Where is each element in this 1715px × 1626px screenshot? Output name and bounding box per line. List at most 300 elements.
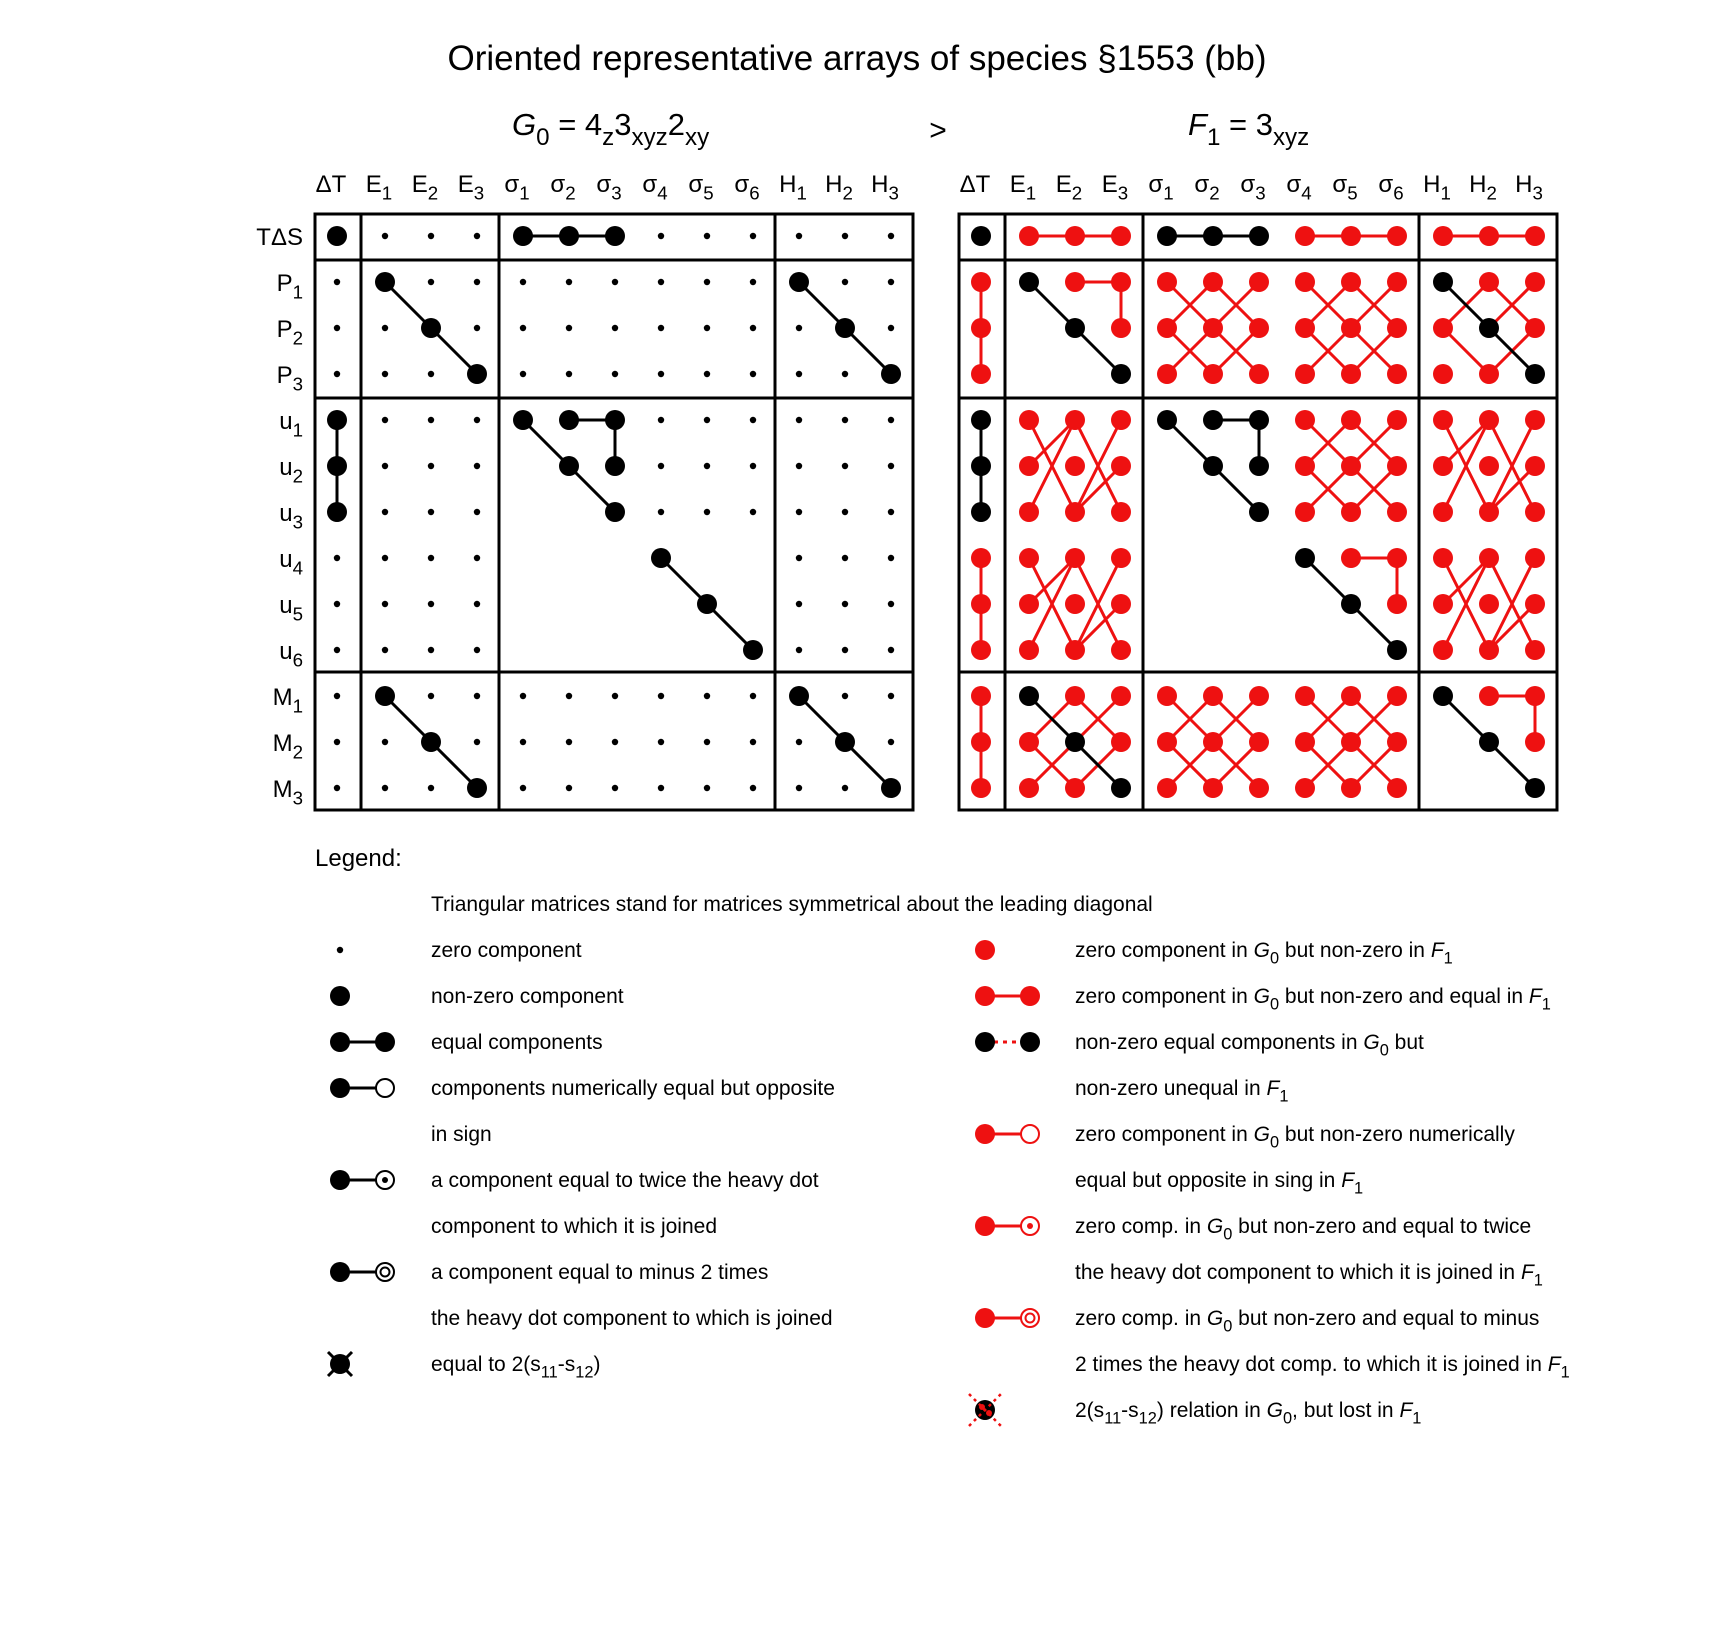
array-g0-col-label: $H_1$ [779, 171, 807, 204]
component-dot [605, 502, 625, 522]
title-text: Oriented representative arrays of species §1553 (bb) [447, 39, 1267, 78]
zero-dot [704, 371, 710, 377]
zero-dot [612, 279, 618, 285]
zero-dot [750, 371, 756, 377]
component-dot [1249, 364, 1269, 384]
array-g0-col-label: ΔT [315, 171, 347, 198]
zero-dot [842, 463, 848, 469]
component-dot [1479, 548, 1499, 568]
component-dot [1341, 548, 1361, 568]
component-dot [835, 732, 855, 752]
component-dot [1203, 732, 1223, 752]
component-dot [971, 686, 991, 706]
zero-dot [658, 417, 664, 423]
component-dot [1157, 686, 1177, 706]
zero-dot [842, 647, 848, 653]
zero-dot [474, 279, 480, 285]
legend-right-label: zero component in $G_0$ but non-zero and equal in $F_1$ [1075, 985, 1551, 1014]
row-label: $M_1$ [272, 684, 303, 717]
zero-dot [566, 693, 572, 699]
red-opposite-link-icon [975, 1124, 1039, 1144]
zero-dot [888, 693, 894, 699]
component-dot [1525, 502, 1545, 522]
zero-dot [428, 647, 434, 653]
zero-dot [796, 785, 802, 791]
component-dot [1157, 226, 1177, 246]
zero-dot [796, 233, 802, 239]
zero-dot [428, 601, 434, 607]
zero-dot [382, 785, 388, 791]
component-dot [1433, 686, 1453, 706]
array-g0-col-label: $\sigma_6$ [734, 171, 760, 204]
component-dot [375, 272, 395, 292]
component-dot [1157, 732, 1177, 752]
component-dot [1019, 686, 1039, 706]
component-dot [971, 364, 991, 384]
component-dot [327, 226, 347, 246]
component-dot [1203, 318, 1223, 338]
component-dot [971, 226, 991, 246]
zero-dot [382, 371, 388, 377]
component-dot [1065, 732, 1085, 752]
component-dot [1203, 272, 1223, 292]
zero-dot [750, 417, 756, 423]
component-dot [1111, 594, 1131, 614]
zero-dot [704, 785, 710, 791]
row-label: $u_5$ [279, 592, 303, 625]
zero-dot [658, 371, 664, 377]
component-dot [971, 732, 991, 752]
zero-dot [566, 785, 572, 791]
component-dot [1203, 778, 1223, 798]
component-dot [1111, 778, 1131, 798]
zero-dot [428, 417, 434, 423]
zero-dot [612, 371, 618, 377]
component-dot [1065, 272, 1085, 292]
component-dot [1295, 778, 1315, 798]
component-dot [1019, 272, 1039, 292]
component-dot [1479, 502, 1499, 522]
legend-right-label: non-zero equal components in $G_0$ but [1075, 1031, 1424, 1060]
component-dot [467, 778, 487, 798]
component-dot [559, 410, 579, 430]
relation-symbol: > [929, 114, 947, 147]
opposite-link-icon [330, 1078, 394, 1098]
component-dot [421, 318, 441, 338]
row-label: $u_3$ [279, 500, 303, 533]
zero-dot [888, 555, 894, 561]
array-g0-col-label: $E_3$ [457, 171, 485, 204]
component-dot [1341, 594, 1361, 614]
component-dot [1387, 686, 1407, 706]
zero-dot [658, 739, 664, 745]
zero-dot [704, 279, 710, 285]
component-dot [1065, 686, 1085, 706]
zero-dot [520, 371, 526, 377]
array-f1-col-label: $H_2$ [1469, 171, 1497, 204]
zero-dot [382, 555, 388, 561]
component-dot [1019, 548, 1039, 568]
legend-left-label: non-zero component [431, 985, 624, 1008]
legend-right-label: zero comp. in $G_0$ but non-zero and equal to minus [1075, 1307, 1540, 1336]
component-dot [1525, 318, 1545, 338]
zero-dot [382, 325, 388, 331]
component-dot [327, 410, 347, 430]
zero-dot [658, 463, 664, 469]
legend-left-label: components numerically equal but opposite [431, 1077, 835, 1100]
component-dot [1341, 272, 1361, 292]
row-label: $P_2$ [276, 316, 303, 349]
array-f1-col-label: $H_3$ [1515, 171, 1543, 204]
component-dot [1249, 732, 1269, 752]
component-dot [1387, 594, 1407, 614]
twice-link-icon [330, 1170, 394, 1190]
legend-right-label: 2 times the heavy dot comp. to which it is joined in $F_1$ [1075, 1353, 1570, 1382]
zero-dot [888, 647, 894, 653]
array-f1-col-label: $\sigma_3$ [1240, 171, 1266, 204]
component-dot [1111, 640, 1131, 660]
component-dot [1295, 732, 1315, 752]
zero-dot [750, 693, 756, 699]
component-dot [1479, 364, 1499, 384]
zero-dot [842, 509, 848, 515]
zero-dot [428, 693, 434, 699]
zero-dot [842, 555, 848, 561]
zero-dot [612, 739, 618, 745]
zero-dot [520, 785, 526, 791]
zero-dot [382, 417, 388, 423]
zero-dot [474, 739, 480, 745]
component-dot [1341, 686, 1361, 706]
component-dot [971, 456, 991, 476]
zero-dot [520, 693, 526, 699]
legend-left-label: the heavy dot component to which is joined [431, 1307, 833, 1330]
legend-right-label: the heavy dot component to which it is joined in $F_1$ [1075, 1261, 1543, 1290]
component-dot [1019, 456, 1039, 476]
zero-dot [750, 739, 756, 745]
component-dot [1203, 410, 1223, 430]
array-g0-col-label: $E_2$ [411, 171, 439, 204]
component-dot [1203, 456, 1223, 476]
row-label: $M_2$ [272, 730, 303, 763]
component-dot [1111, 318, 1131, 338]
component-dot [1479, 318, 1499, 338]
component-dot [1019, 732, 1039, 752]
component-dot [605, 456, 625, 476]
array-f1-col-label: ΔT [959, 171, 991, 198]
component-dot [375, 686, 395, 706]
component-dot [1479, 732, 1499, 752]
array-g0-col-label: $E_1$ [365, 171, 393, 204]
zero-dot [566, 739, 572, 745]
zero-dot [428, 279, 434, 285]
component-dot [327, 502, 347, 522]
zero-dot [704, 417, 710, 423]
zero-dot [334, 647, 340, 653]
array-f1-col-label: $\sigma_1$ [1148, 171, 1174, 204]
array-f1-col-label: $H_1$ [1423, 171, 1451, 204]
red-twice-link-icon [975, 1216, 1039, 1236]
component-dot [421, 732, 441, 752]
zero-dot [474, 325, 480, 331]
group-headers [512, 107, 1309, 151]
component-dot [1111, 732, 1131, 752]
component-dot [1341, 456, 1361, 476]
red-equal-link-icon [975, 986, 1040, 1006]
component-dot [513, 226, 533, 246]
array-f1-col-label: $\sigma_2$ [1194, 171, 1220, 204]
component-dot [1387, 640, 1407, 660]
lost-equal-link-icon [975, 1032, 1040, 1052]
component-dot [1433, 318, 1453, 338]
zero-dot [566, 325, 572, 331]
row-label: $u_2$ [279, 454, 303, 487]
component-dot [1019, 226, 1039, 246]
component-dot [1295, 548, 1315, 568]
component-dot [1341, 410, 1361, 430]
array-f1-col-label: $E_3$ [1101, 171, 1129, 204]
component-dot [1065, 410, 1085, 430]
component-dot [1479, 456, 1499, 476]
array-f1-col-label: $\sigma_6$ [1378, 171, 1404, 204]
component-dot [1525, 410, 1545, 430]
component-dot [1249, 686, 1269, 706]
zero-dot [382, 739, 388, 745]
red-minus-two-link-icon [975, 1308, 1039, 1328]
component-dot [1249, 318, 1269, 338]
zero-dot [842, 233, 848, 239]
array-f1-col-label: $\sigma_4$ [1286, 171, 1312, 204]
zero-dot [658, 693, 664, 699]
zero-dot [704, 233, 710, 239]
zero-dot [750, 325, 756, 331]
zero-dot [428, 555, 434, 561]
zero-dot [658, 509, 664, 515]
component-dot [1249, 778, 1269, 798]
component-dot [651, 548, 671, 568]
zero-dot [704, 693, 710, 699]
array-g0-col-label: $\sigma_1$ [504, 171, 530, 204]
component-dot [1065, 778, 1085, 798]
zero-dot [888, 739, 894, 745]
component-dot [1479, 594, 1499, 614]
array-g0 [315, 171, 913, 810]
legend-left-label: a component equal to minus 2 times [431, 1261, 769, 1284]
component-dot [1387, 410, 1407, 430]
legend-right-label: non-zero unequal in $F_1$ [1075, 1077, 1289, 1106]
component-dot [1433, 456, 1453, 476]
component-dot [1111, 548, 1131, 568]
legend-right-label: $2(s_{11}-s_{12})$ relation in $G_0$, but lost in $F_1$ [1075, 1399, 1422, 1428]
array-g0-col-label: $\sigma_5$ [688, 171, 714, 204]
component-dot [1019, 778, 1039, 798]
component-dot [327, 456, 347, 476]
component-dot [513, 410, 533, 430]
zero-dot [888, 325, 894, 331]
component-dot [1065, 502, 1085, 522]
row-label: $M_3$ [272, 776, 303, 809]
component-dot [971, 548, 991, 568]
component-dot [467, 364, 487, 384]
small-dot-icon [337, 947, 343, 953]
zero-dot [796, 739, 802, 745]
zero-dot [888, 233, 894, 239]
component-dot [1387, 778, 1407, 798]
component-dot [1111, 686, 1131, 706]
zero-dot [428, 785, 434, 791]
component-dot [1295, 410, 1315, 430]
component-dot [559, 456, 579, 476]
zero-dot [888, 601, 894, 607]
component-dot [835, 318, 855, 338]
zero-dot [520, 739, 526, 745]
row-label: $u_4$ [279, 546, 303, 579]
zero-dot [428, 509, 434, 515]
zero-dot [612, 325, 618, 331]
legend-note: Triangular matrices stand for matrices symmetrical about the leading diagonal [431, 893, 1153, 916]
array-f1-col-label: $\sigma_5$ [1332, 171, 1358, 204]
legend-right-label: zero component in $G_0$ but non-zero numerically [1075, 1123, 1515, 1152]
component-dot [697, 594, 717, 614]
zero-dot [750, 233, 756, 239]
component-dot [1479, 226, 1499, 246]
zero-dot [474, 417, 480, 423]
zero-dot [334, 325, 340, 331]
component-dot [1111, 364, 1131, 384]
zero-dot [888, 279, 894, 285]
component-dot [1525, 686, 1545, 706]
component-dot [1111, 456, 1131, 476]
zero-dot [750, 785, 756, 791]
zero-dot [382, 601, 388, 607]
zero-dot [334, 739, 340, 745]
component-dot [1387, 732, 1407, 752]
component-dot [1479, 640, 1499, 660]
component-dot [1157, 410, 1177, 430]
zero-dot [382, 509, 388, 515]
zero-dot [796, 371, 802, 377]
component-dot [1249, 456, 1269, 476]
zero-dot [334, 279, 340, 285]
zero-dot [796, 601, 802, 607]
zero-dot [334, 785, 340, 791]
component-dot [789, 686, 809, 706]
zero-dot [428, 233, 434, 239]
array-f1-col-label: $E_1$ [1009, 171, 1037, 204]
component-dot [1157, 778, 1177, 798]
component-dot [1387, 318, 1407, 338]
zero-dot [566, 371, 572, 377]
component-dot [1019, 410, 1039, 430]
zero-dot [658, 785, 664, 791]
zero-dot [474, 233, 480, 239]
cross-dot-icon [328, 1352, 352, 1376]
component-dot [1479, 272, 1499, 292]
component-dot [1157, 364, 1177, 384]
component-dot [1341, 364, 1361, 384]
equal-link-icon [330, 1032, 395, 1052]
component-dot [1525, 456, 1545, 476]
component-dot [789, 272, 809, 292]
component-dot [1387, 548, 1407, 568]
component-dot [1249, 502, 1269, 522]
red-dot-icon [975, 940, 995, 960]
zero-dot [842, 693, 848, 699]
component-dot [1433, 594, 1453, 614]
component-dot [971, 272, 991, 292]
zero-dot [612, 693, 618, 699]
array-g0-col-label: $H_3$ [871, 171, 899, 204]
right-group-formula: $F_1 = 3_{xyz}$ [1188, 107, 1310, 151]
zero-dot [474, 647, 480, 653]
zero-dot [842, 371, 848, 377]
zero-dot [842, 417, 848, 423]
component-dot [1295, 318, 1315, 338]
component-dot [1341, 226, 1361, 246]
component-dot [1065, 594, 1085, 614]
component-dot [1433, 502, 1453, 522]
component-dot [1249, 272, 1269, 292]
zero-dot [796, 417, 802, 423]
figure-title [447, 39, 1266, 78]
legend-heading: Legend: [315, 845, 402, 872]
component-dot [1341, 318, 1361, 338]
component-dot [1203, 364, 1223, 384]
component-dot [1341, 732, 1361, 752]
component-dot [1019, 594, 1039, 614]
component-dot [971, 318, 991, 338]
component-dot [1479, 686, 1499, 706]
component-dot [1433, 548, 1453, 568]
component-dot [1295, 364, 1315, 384]
arrays [256, 171, 1557, 810]
zero-dot [704, 463, 710, 469]
legend-left-label: equal to $2(s_{11}-s_{12})$ [431, 1353, 601, 1382]
zero-dot [888, 417, 894, 423]
component-dot [1295, 502, 1315, 522]
component-dot [1019, 502, 1039, 522]
component-dot [1433, 364, 1453, 384]
zero-dot [750, 463, 756, 469]
zero-dot [658, 325, 664, 331]
zero-dot [474, 601, 480, 607]
array-g0-col-label: $H_2$ [825, 171, 853, 204]
component-dot [605, 410, 625, 430]
component-dot [881, 364, 901, 384]
array-f1 [959, 171, 1557, 810]
component-dot [1295, 272, 1315, 292]
zero-dot [474, 509, 480, 515]
zero-dot [334, 601, 340, 607]
zero-dot [796, 509, 802, 515]
legend [315, 845, 1570, 1428]
legend-left-label: zero component [431, 939, 582, 962]
row-label: $u_6$ [279, 638, 303, 671]
component-dot [1065, 640, 1085, 660]
component-dot [605, 226, 625, 246]
component-dot [1065, 318, 1085, 338]
component-dot [1203, 226, 1223, 246]
component-dot [1295, 226, 1315, 246]
minus-two-link-icon [330, 1262, 394, 1282]
component-dot [1387, 364, 1407, 384]
component-dot [1525, 272, 1545, 292]
zero-dot [658, 233, 664, 239]
row-label: $u_1$ [279, 408, 303, 441]
component-dot [1341, 778, 1361, 798]
lost-cross-dot-icon [969, 1394, 1001, 1426]
zero-dot [474, 555, 480, 561]
